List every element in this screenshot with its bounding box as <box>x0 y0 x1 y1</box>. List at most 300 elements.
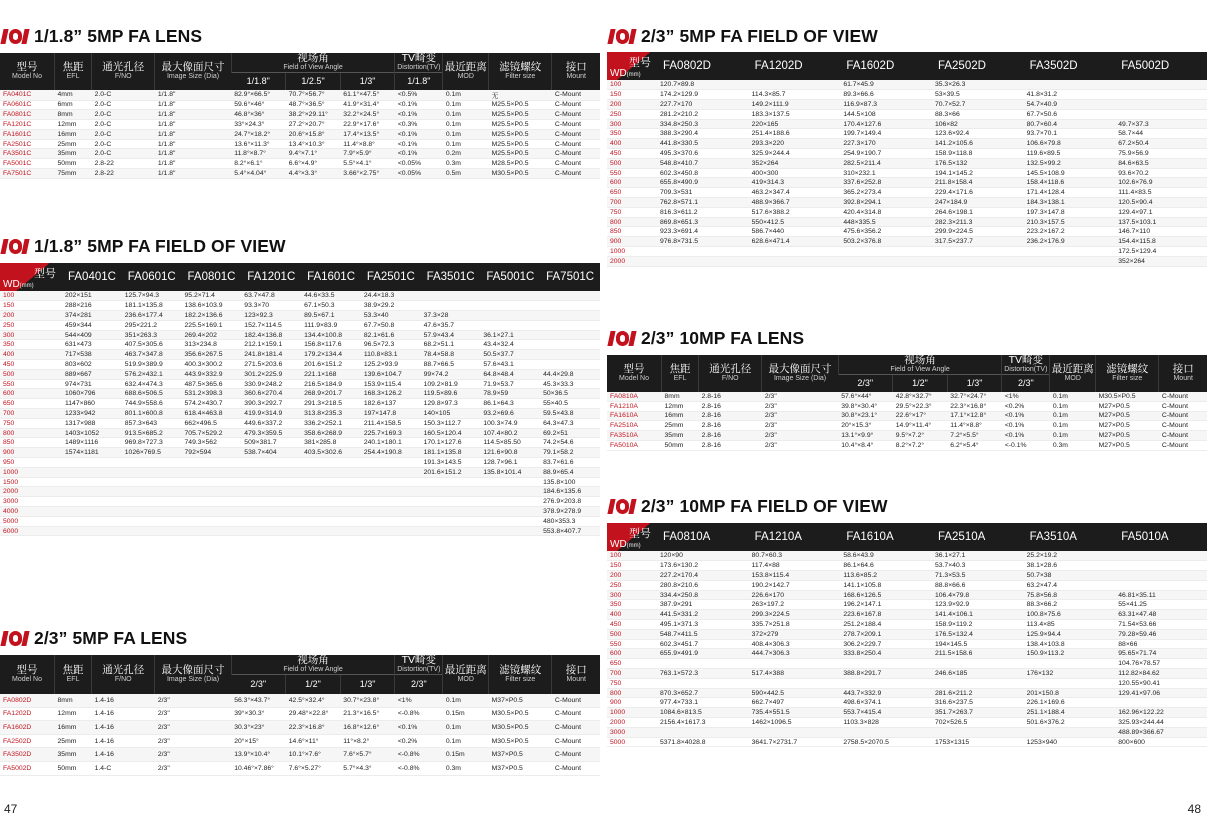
header-cn: TV畸变 <box>401 655 437 666</box>
fov-cell: 150.9×113.2 <box>1024 649 1116 659</box>
table-row <box>607 109 1207 119</box>
fov-cell: 632.4×474.3 <box>122 379 182 389</box>
fov-cell: 227.2×170.4 <box>657 571 749 581</box>
table-row <box>607 421 1207 431</box>
fov-cell: 590×442.5 <box>749 688 841 698</box>
wd-text: WD <box>610 539 627 550</box>
model-cell: FA2502D <box>0 734 55 748</box>
spec-cell: M27×P0.5 <box>1096 411 1159 421</box>
fov-cell <box>540 340 600 350</box>
header-sensor: 2/3" <box>231 675 286 694</box>
spec-cell: <0.1% <box>1002 411 1050 421</box>
fov-cell: 254.4×190.8 <box>361 448 421 458</box>
section-title <box>607 24 1207 48</box>
wd-cell: 350 <box>607 600 657 610</box>
header-cn: 型号 <box>16 663 38 676</box>
spec-cell: 8mm <box>55 110 92 120</box>
section-5mp-23-lens <box>0 626 600 776</box>
wd-cell: 700 <box>0 409 62 419</box>
spec-cell: 0.1m <box>443 129 489 139</box>
fov-cell: 225.7×169.3 <box>361 428 421 438</box>
fov-cell: 43.4×32.4 <box>480 340 540 350</box>
fov-cell: 1253×940 <box>1024 737 1116 747</box>
table-row <box>0 350 600 360</box>
fov-cell: 372×279 <box>749 629 841 639</box>
fov-cell: 744.9×558.6 <box>122 399 182 409</box>
spec-cell: 1/1.8" <box>155 120 231 130</box>
fov-cell: 153.8×115.4 <box>749 571 841 581</box>
fov-cell: 86.1×64.6 <box>840 561 932 571</box>
spec-cell: 0.1m <box>1050 431 1096 441</box>
fov-cell: 45.3×33.3 <box>540 379 600 389</box>
model-cell: FA5001C <box>0 159 55 169</box>
fov-cell: 125.9×94.4 <box>1024 629 1116 639</box>
fov-cell <box>932 678 1024 688</box>
fov-cell <box>421 516 481 526</box>
spec-cell: <-0.8% <box>395 748 443 762</box>
fov-cell: 2156.4×1617.3 <box>657 718 749 728</box>
table-row <box>607 247 1207 257</box>
table-row <box>607 401 1207 411</box>
fov-table <box>607 52 1207 267</box>
spec-cell: C-Mount <box>552 120 600 130</box>
spec-cell: 1/1.8" <box>155 129 231 139</box>
wd-cell: 600 <box>607 649 657 659</box>
fov-cell <box>540 301 600 311</box>
fov-cell: 58.6×43.9 <box>840 551 932 561</box>
fov-cell: 61.7×45.9 <box>840 80 932 90</box>
spec-cell: 13.6°×11.3° <box>231 139 286 149</box>
table-row <box>0 761 600 775</box>
fov-cell: 78.9×59 <box>480 389 540 399</box>
table-row <box>607 718 1207 728</box>
wd-cell: 850 <box>607 227 657 237</box>
spec-cell: 0.15m <box>443 707 489 721</box>
fov-cell: 574.2×430.7 <box>182 399 242 409</box>
spec-cell: C-Mount <box>552 90 600 101</box>
header-cn: 滤镜螺纹 <box>499 60 542 73</box>
fov-cell: 475.6×356.2 <box>840 227 932 237</box>
fov-cell <box>122 487 182 497</box>
wd-cell: 900 <box>607 237 657 247</box>
header-fov <box>231 53 395 73</box>
fov-cell <box>840 727 932 737</box>
fov-cell: 923.3×691.4 <box>657 227 749 237</box>
fov-cell: 229.4×171.6 <box>932 188 1024 198</box>
table-row <box>607 440 1207 450</box>
header-cell <box>155 655 231 694</box>
fov-cell: 50×36.5 <box>540 389 600 399</box>
fov-cell: 365.2×273.4 <box>840 188 932 198</box>
model-cell: FA7501C <box>0 169 55 179</box>
table-row <box>607 561 1207 571</box>
column-header-model: FA1610A <box>840 523 932 551</box>
spec-cell: 2/3" <box>762 421 838 431</box>
fov-cell: 119.5×89.6 <box>421 389 481 399</box>
brand-logo-icon <box>0 27 30 45</box>
fov-cell: 336.2×252.1 <box>301 418 361 428</box>
wd-cell: 2000 <box>0 487 62 497</box>
wd-cell: 350 <box>0 340 62 350</box>
fov-cell: 58.7×44 <box>1115 129 1207 139</box>
wd-cell: 450 <box>607 620 657 630</box>
fov-cell: 80.7×60.4 <box>1024 119 1116 129</box>
fov-cell: 226.1×169.6 <box>1024 698 1116 708</box>
spec-cell: 0.1m <box>1050 392 1096 402</box>
fov-cell <box>540 360 600 370</box>
fov-cell: 191.3×143.5 <box>421 458 481 468</box>
table-row <box>607 688 1207 698</box>
fov-cell: 501.6×376.2 <box>1024 718 1116 728</box>
fov-cell: 548.7×411.5 <box>657 629 749 639</box>
column-header-model: FA0801C <box>182 263 242 291</box>
fov-cell: 37.3×28 <box>421 311 481 321</box>
header-cell <box>443 53 489 90</box>
fov-cell: 288×216 <box>62 301 122 311</box>
spec-cell: 35mm <box>55 149 92 159</box>
fov-cell <box>749 678 841 688</box>
fov-cell: 25.2×19.2 <box>1024 551 1116 561</box>
fov-cell: 628.6×471.4 <box>749 237 841 247</box>
header-cn: 最近距离 <box>1051 362 1094 375</box>
fov-cell: 212.1×159.1 <box>241 340 301 350</box>
fov-cell: 88.3×66.2 <box>1024 600 1116 610</box>
header-cn: TV畸变 <box>1008 355 1044 366</box>
wd-cell: 200 <box>0 311 62 321</box>
fov-cell: 246.6×185 <box>932 669 1024 679</box>
fov-cell: 69.2×51 <box>540 428 600 438</box>
spec-cell: <1% <box>1002 392 1050 402</box>
fov-cell: 146.7×110 <box>1115 227 1207 237</box>
fov-cell <box>1115 698 1207 708</box>
fov-cell: 969.8×727.3 <box>122 438 182 448</box>
fov-cell: 857.3×643 <box>122 418 182 428</box>
fov-cell: 282.3×211.3 <box>932 217 1024 227</box>
table-row <box>0 340 600 350</box>
fov-cell: 171.4×128.4 <box>1024 188 1116 198</box>
header-en: Mount <box>566 72 586 80</box>
header-en: EFL <box>66 675 80 683</box>
spec-cell: 2.8-16 <box>699 440 762 450</box>
header-cn: 型号 <box>623 362 645 375</box>
fov-cell: 156.8×117.6 <box>301 340 361 350</box>
spec-cell: 12mm <box>662 401 699 411</box>
fov-cell: 79.1×58.2 <box>540 448 600 458</box>
model-cell: FA3502D <box>0 748 55 762</box>
fov-cell: 123×92.3 <box>241 311 301 321</box>
fov-cell: 141.1×105.8 <box>840 580 932 590</box>
fov-cell: 441.8×330.5 <box>657 139 749 149</box>
table-row <box>607 139 1207 149</box>
fov-cell: 67.7×50.8 <box>361 320 421 330</box>
spec-cell: 2/3" <box>155 734 231 748</box>
spec-cell: 10.46°×7.86° <box>231 761 286 775</box>
fov-cell <box>421 291 481 301</box>
table-row <box>0 159 600 169</box>
fov-cell: 351.7×263.7 <box>932 708 1024 718</box>
spec-cell: 29.48°×22.8° <box>286 707 341 721</box>
header-cn: 接口 <box>565 60 587 73</box>
header-cell <box>762 355 838 392</box>
fov-cell <box>540 291 600 301</box>
spec-cell: M25.5×P0.5 <box>489 120 552 130</box>
wd-cell: 400 <box>607 610 657 620</box>
fov-cell: 168.3×126.2 <box>361 389 421 399</box>
header-cell <box>1096 355 1159 392</box>
spec-cell: 5.5°×4.1° <box>340 159 395 169</box>
fov-cell: 129.4×97.1 <box>1115 207 1207 217</box>
fov-cell: 109.2×81.9 <box>421 379 481 389</box>
spec-cell: 13.4°×10.3° <box>286 139 341 149</box>
spec-cell: 30.7°×23.8° <box>340 694 395 708</box>
table-row <box>607 392 1207 402</box>
spec-cell: 2.8-16 <box>699 421 762 431</box>
fov-cell <box>657 256 749 266</box>
wd-cell: 500 <box>607 158 657 168</box>
spec-cell: 27.2°×20.7° <box>286 120 341 130</box>
fov-cell: 104.76×78.57 <box>1115 659 1207 669</box>
table-row <box>607 411 1207 421</box>
spec-cell: <0.5% <box>395 90 443 101</box>
header-cn: 滤镜螺纹 <box>499 663 542 676</box>
spec-cell: C-Mount <box>552 169 600 179</box>
table-row <box>607 669 1207 679</box>
fov-cell: 1103.3×828 <box>840 718 932 728</box>
model-cell: FA2510A <box>607 421 662 431</box>
spec-cell: C-Mount <box>552 734 600 748</box>
fov-cell: 281.2×210.2 <box>657 109 749 119</box>
header-en: F/NO <box>114 72 132 80</box>
fov-cell <box>62 477 122 487</box>
spec-cell: <-0.8% <box>395 761 443 775</box>
header-cell <box>1159 355 1207 392</box>
fov-cell: 602.3×451.7 <box>657 639 749 649</box>
fov-cell <box>480 487 540 497</box>
column-header-model: FA3502D <box>1024 52 1116 80</box>
spec-cell: 42.8°×32.7° <box>893 392 948 402</box>
table-row <box>607 149 1207 159</box>
fov-cell: 356.6×267.5 <box>182 350 242 360</box>
table-row <box>607 708 1207 718</box>
fov-cell: 199.7×149.4 <box>840 129 932 139</box>
table-row <box>0 100 600 110</box>
fov-cell: 335.7×251.8 <box>749 620 841 630</box>
fov-cell <box>122 497 182 507</box>
header-cell <box>55 655 92 694</box>
fov-cell <box>480 526 540 536</box>
fov-cell: 194×145.5 <box>932 639 1024 649</box>
table-row <box>607 217 1207 227</box>
brand-logo-icon <box>0 629 30 647</box>
fov-cell: 93.7×70.1 <box>1024 129 1116 139</box>
wd-cell: 450 <box>607 149 657 159</box>
fov-cell: 408.4×306.3 <box>749 639 841 649</box>
model-cell: FA2501C <box>0 139 55 149</box>
spec-cell: 2.8-16 <box>699 392 762 402</box>
spec-cell: 35mm <box>55 748 92 762</box>
spec-cell: 33°×24.3° <box>231 120 286 130</box>
spec-cell: 1.4-16 <box>92 748 155 762</box>
spec-cell: 16.8°×12.6° <box>340 721 395 735</box>
fov-cell: 553.8×407.7 <box>540 526 600 536</box>
fov-cell: 216.5×184.9 <box>301 379 361 389</box>
fov-cell: 221.1×168 <box>301 369 361 379</box>
wd-cell: 750 <box>607 207 657 217</box>
wd-cell: 750 <box>607 678 657 688</box>
wd-cell: 150 <box>607 561 657 571</box>
table-row <box>607 737 1207 747</box>
table-row <box>607 198 1207 208</box>
fov-cell: 688.6×506.5 <box>122 389 182 399</box>
fov-cell <box>1115 90 1207 100</box>
fov-table <box>607 523 1207 747</box>
fov-cell: 306.2×229.7 <box>840 639 932 649</box>
fov-cell: 325.9×244.4 <box>749 149 841 159</box>
spec-cell: 7.9°×5.9° <box>340 149 395 159</box>
header-cell <box>0 655 55 694</box>
spec-cell: 1/1.8" <box>155 100 231 110</box>
wd-label <box>3 279 34 290</box>
wd-cell: 150 <box>0 301 62 311</box>
spec-cell: <-0.1% <box>1002 440 1050 450</box>
fov-cell: 71.54×53.66 <box>1115 620 1207 630</box>
wd-cell: 650 <box>607 188 657 198</box>
fov-cell: 618.4×463.8 <box>182 409 242 419</box>
fov-cell <box>182 477 242 487</box>
spec-cell: 57.6°×44° <box>838 392 893 402</box>
header-sensor: 1/2.5" <box>286 73 341 90</box>
fov-cell: 158.9×118.8 <box>932 149 1024 159</box>
fov-cell: 114.5×85.50 <box>480 438 540 448</box>
fov-cell: 333.8×250.4 <box>840 649 932 659</box>
spec-cell: 17.1°×12.8° <box>947 411 1002 421</box>
header-sensor: 1/3" <box>947 375 1002 392</box>
fov-cell: 137.5×103.1 <box>1115 217 1207 227</box>
header-cn: 最近距离 <box>444 663 487 676</box>
spec-cell: 2.0-C <box>92 110 155 120</box>
column-header-model: FA1601C <box>301 263 361 291</box>
fov-cell: 702×526.5 <box>932 718 1024 728</box>
fov-cell <box>932 247 1024 257</box>
model-label: 型号 <box>629 528 651 540</box>
fov-cell <box>421 487 481 497</box>
header-en: Field of View Angle <box>890 366 950 373</box>
fov-cell <box>182 487 242 497</box>
column-header-model: FA1202D <box>749 52 841 80</box>
header-cn: 视场角 <box>297 53 329 64</box>
table-row <box>0 448 600 458</box>
wd-cell: 6000 <box>0 526 62 536</box>
fov-cell: 181.1×135.8 <box>122 301 182 311</box>
wd-cell: 550 <box>0 379 62 389</box>
spec-cell: 11.4°×8.8° <box>340 139 395 149</box>
spec-cell: M25.5×P0.5 <box>489 149 552 159</box>
table-row <box>607 678 1207 688</box>
spec-cell: 46.8°×36° <box>231 110 286 120</box>
spec-cell: 35mm <box>662 431 699 441</box>
spec-cell: M25.5×P0.5 <box>489 100 552 110</box>
fov-cell: 889×667 <box>62 369 122 379</box>
fov-cell: 44.6×33.5 <box>301 291 361 301</box>
spec-cell: 25mm <box>55 139 92 149</box>
spec-cell: 1.4-C <box>92 761 155 775</box>
fov-cell: 38.9×29.2 <box>361 301 421 311</box>
fov-cell: 498.6×374.1 <box>840 698 932 708</box>
wd-cell: 600 <box>607 178 657 188</box>
table-row <box>607 600 1207 610</box>
brand-logo-icon <box>607 329 637 347</box>
spec-cell: 82.9°×66.5° <box>231 90 286 101</box>
fov-cell: 75.8×56.8 <box>1024 590 1116 600</box>
fov-cell: 145.5×108.9 <box>1024 168 1116 178</box>
fov-cell: 82.1×61.6 <box>361 330 421 340</box>
header-cell <box>443 655 489 694</box>
fov-cell <box>241 497 301 507</box>
fov-cell: 538.7×404 <box>241 448 301 458</box>
fov-cell: 276.9×203.8 <box>540 497 600 507</box>
fov-cell: 201×150.8 <box>1024 688 1116 698</box>
fov-cell: 449.6×337.2 <box>241 418 301 428</box>
section-10mp-23-fov <box>607 494 1207 747</box>
fov-cell: 463.7×347.8 <box>122 350 182 360</box>
section-title <box>607 326 1207 350</box>
spec-cell: 2/3" <box>155 694 231 708</box>
table-row <box>607 727 1207 737</box>
fov-cell: 89.3×66.6 <box>840 90 932 100</box>
section-5mp-18-lens <box>0 24 600 179</box>
wd-cell: 750 <box>0 418 62 428</box>
spec-cell: 0.1m <box>443 90 489 101</box>
spec-cell: 0.3m <box>443 761 489 775</box>
fov-cell: 80.7×60.3 <box>749 551 841 561</box>
fov-cell: 182.2×136.6 <box>182 311 242 321</box>
header-cell <box>552 655 600 694</box>
spec-cell: 2.0-C <box>92 90 155 101</box>
table-row <box>607 90 1207 100</box>
fov-cell: 1489×1116 <box>62 438 122 448</box>
spec-cell: 6.2°×5.4° <box>947 440 1002 450</box>
header-en: Field of View Angle <box>283 666 343 673</box>
fov-cell: 113.4×85 <box>1024 620 1116 630</box>
fov-cell: 531.2×398.3 <box>182 389 242 399</box>
fov-cell: 278.7×209.1 <box>840 629 932 639</box>
model-cell: FA1610A <box>607 411 662 421</box>
section-title-text: 2/3” 10MP FA LENS <box>641 327 805 348</box>
lens-spec-table <box>0 655 600 776</box>
fov-cell: 50.7×38 <box>1024 571 1116 581</box>
spec-cell: 14.6°×11° <box>286 734 341 748</box>
spec-cell: <0.1% <box>1002 431 1050 441</box>
column-header-model: FA1210A <box>749 523 841 551</box>
fov-cell: 182.4×136.8 <box>241 330 301 340</box>
spec-cell: <0.2% <box>1002 401 1050 411</box>
fov-cell: 53.3×40 <box>361 311 421 321</box>
spec-cell: M27×P0.5 <box>1096 440 1159 450</box>
header-cn: 视场角 <box>904 355 936 366</box>
column-header-model: FA5002D <box>1115 52 1207 80</box>
section-title-text: 2/3” 5MP FA LENS <box>34 627 188 648</box>
header-en: Model No <box>12 72 42 80</box>
fov-cell: 153.9×115.4 <box>361 379 421 389</box>
fov-cell: 41.8×31.2 <box>1024 90 1116 100</box>
header-cn: TV畸变 <box>401 53 437 64</box>
spec-cell: C-Mount <box>552 110 600 120</box>
column-header-model: FA5010A <box>1115 523 1207 551</box>
fov-cell: 176×132 <box>1024 669 1116 679</box>
spec-cell: 8.2°×7.2° <box>893 440 948 450</box>
fov-cell: 378.9×278.9 <box>540 507 600 517</box>
fov-cell <box>840 256 932 266</box>
